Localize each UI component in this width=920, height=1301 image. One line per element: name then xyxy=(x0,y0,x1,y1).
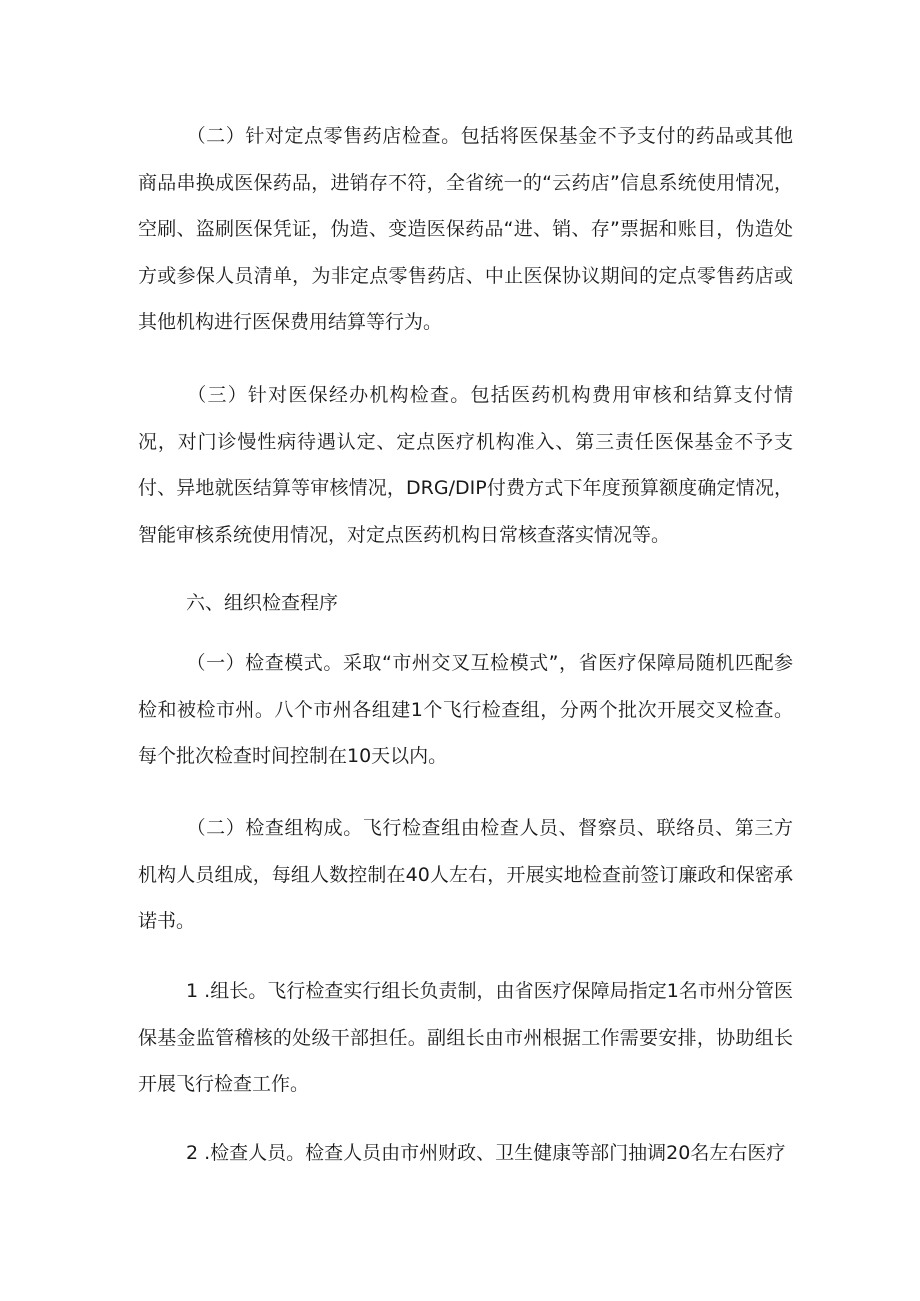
paragraph-inspectors xyxy=(138,1130,793,1177)
paragraph-team-composition xyxy=(138,805,793,945)
paragraph-agency-inspection xyxy=(138,372,793,558)
section-heading-text: 六、组织检查程序 xyxy=(186,592,339,614)
paragraph-text: （二）检查组构成。飞行检查组由检查人员、督察员、联络员、第三方机构人员组成，每组人数控制在40人左右，开展实地检查前签订廉政和保密承诺书。 xyxy=(138,817,793,932)
paragraph-team-leader xyxy=(138,968,793,1108)
paragraph-pharmacy-inspection xyxy=(138,113,793,346)
paragraph-text: （二）针对定点零售药店检查。包括将医保基金不予支付的药品或其他商品串换成医保药品，进销存不符，全省统一的“云药店”信息系统使用情况，空刷、盗刷医保凭证，伪造、变造医保药品“进、销、存”票据和账目，伪造处方或参保人员清单，为非定点零售药店、中止医保协议期间的定点零售药店或其他机构进行医保费用结算等行为。 xyxy=(138,125,793,333)
paragraph-text: （三）针对医保经办机构检查。包括医药机构费用审核和结算支付情况，对门诊慢性病待遇认定、定点医疗机构准入、第三责任医保基金不予支付、异地就医结算等审核情况，DRG/DIP付费方式下年度预算额度确定情况，智能审核系统使用情况，对定点医药机构日常核查落实情况等。 xyxy=(138,384,793,546)
paragraph-text: （一）检查模式。采取“市州交叉互检模式”，省医疗保障局随机匹配参检和被检市州。八个市州各组建1个飞行检查组，分两个批次开展交叉检查。每个批次检查时间控制在10天以内。 xyxy=(138,652,793,767)
section-heading xyxy=(138,580,793,627)
paragraph-text: 1 .组长。飞行检查实行组长负责制，由省医疗保障局指定1名市州分管医保基金监管稽核的处级干部担任。副组长由市州根据工作需要安排，协助组长开展飞行检查工作。 xyxy=(138,980,793,1095)
paragraph-inspection-mode xyxy=(138,640,793,780)
paragraph-text: 2 .检查人员。检查人员由市州财政、卫生健康等部门抽调20名左右医疗 xyxy=(186,1142,786,1164)
